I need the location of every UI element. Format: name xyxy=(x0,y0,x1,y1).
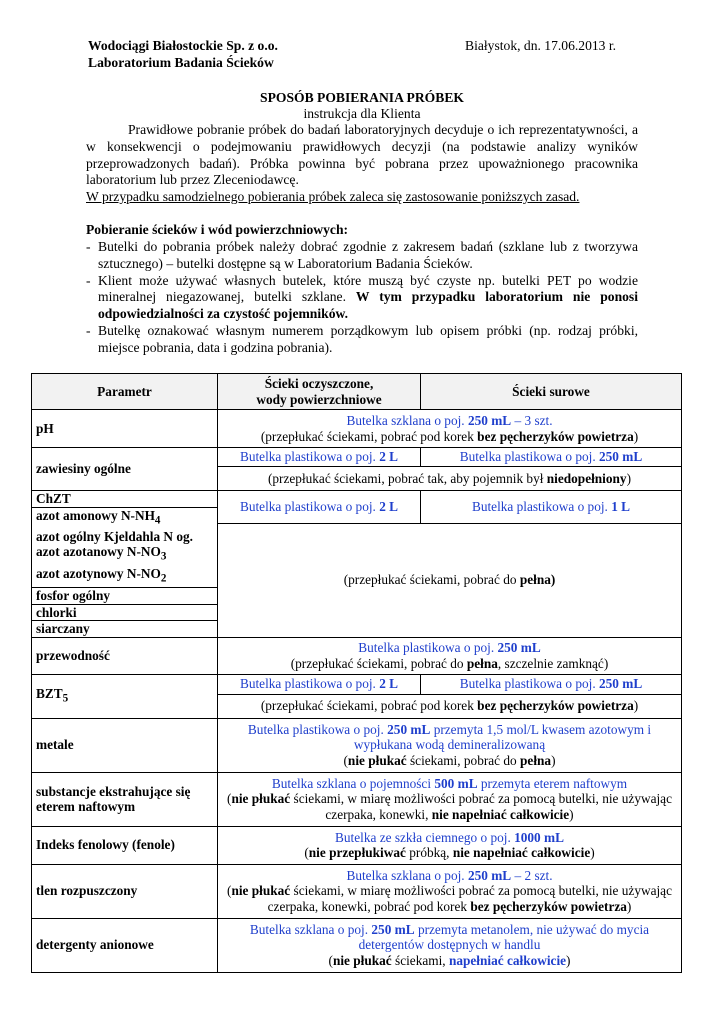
table-row xyxy=(32,674,682,694)
param-azot-group: azot amonowy $N-NH_4$ azot ogólny Kjeldahla N og. azot azotanowy $N-NO_3$ azot azotynowy $N-NO_2$ xyxy=(32,507,218,587)
intro-underlined-note: W przypadku samodzielnego pobierania próbek zaleca się zastosowanie poniższych zasad. xyxy=(86,189,580,205)
bullet-dash: - xyxy=(86,239,91,254)
sampling-table xyxy=(31,373,682,973)
przewodnosc-instructions: Butelka plastikowa o poj. 250 mL (przepłukać ściekami, pobrać do pełna, szczelnie zamknąć) xyxy=(218,637,682,674)
section-title: Pobieranie ścieków i wód powierzchniowych: xyxy=(86,222,349,237)
tlen-instructions: Butelka szklana o poj. 250 mL – 2 szt. (nie płukać ściekami, w miarę możliwości pobrać za pomocą butelki, nie używając czerpaka, konewki, pobrać pod korek bez pęcherzyków powietrza) xyxy=(218,864,682,918)
group-instructions: (przepłukać ściekami, pobrać do pełna) xyxy=(218,523,682,637)
param-substancje: substancje ekstrahujące się eterem naftowym xyxy=(32,772,218,826)
header-parameter: Parametr xyxy=(32,374,218,410)
document-title: SPOSÓB POBIERANIA PRÓBEK xyxy=(260,90,464,105)
param-metale: metale xyxy=(32,718,218,772)
param-chlorki: chlorki xyxy=(32,604,218,621)
bullet-dash: - xyxy=(86,272,91,288)
ph-instructions: Butelka szklana o poj. 250 mL – 3 szt. (przepłukać ściekami, pobrać pod korek bez pęcherzyków powietrza) xyxy=(218,410,682,448)
bzt-treated-bottle: Butelka plastikowa o poj. 2 L xyxy=(218,674,421,694)
param-fosfor: fosfor ogólny xyxy=(32,587,218,604)
param-ph: pH xyxy=(32,410,218,448)
zawiesiny-raw-bottle: Butelka plastikowa o poj. 250 mL xyxy=(421,448,682,467)
fenole-instructions: Butelka ze szkła ciemnego o poj. 1000 mL (nie przepłukiwać próbką, nie napełniać całkowicie) xyxy=(218,826,682,864)
param-bzt5: $BZT_5$ xyxy=(32,674,218,718)
param-tlen: tlen rozpuszczony xyxy=(32,864,218,918)
intro-paragraph: Prawidłowe pobranie próbek do badań laboratoryjnych decyduje o ich reprezentatywności, a w konsekwencji o podejmowaniu prawidłowych decyzji (na podstawie analizy wyników przeprowadzonych badań). Próbka powinna być pobrana przez upoważnionego pracownika laboratorium lub przez Zleceniodawcę. xyxy=(86,122,638,188)
table-row xyxy=(32,826,682,864)
metale-instructions: Butelka plastikowa o poj. 250 mL przemyta 1,5 mol/L kwasem azotowym i wypłukana wodą demineralizowaną (nie płukać ściekami, pobrać do pełna) xyxy=(218,718,682,772)
bullet-dash: - xyxy=(86,322,91,338)
param-chzt: ChZT xyxy=(32,491,218,508)
detergenty-instructions: Butelka szklana o poj. 250 mL przemyta metanolem, nie używać do mycia detergentów dostępnych w handlu (nie płukać ściekami, napełniać całkowicie) xyxy=(218,918,682,972)
header-treated: Ścieki oczyszczone, wody powierzchniowe xyxy=(218,374,421,410)
param-detergenty: detergenty anionowe xyxy=(32,918,218,972)
document-subtitle: instrukcja dla Klienta xyxy=(303,106,421,121)
param-fenole: Indeks fenolowy (fenole) xyxy=(32,826,218,864)
param-przewodnosc: przewodność xyxy=(32,637,218,674)
table-row xyxy=(32,410,682,448)
param-siarczany: siarczany xyxy=(32,621,218,638)
table-row xyxy=(32,718,682,772)
header-raw: Ścieki surowe xyxy=(421,374,682,410)
table-row xyxy=(32,637,682,674)
company-name: Wodociągi Białostockie Sp. z o.o. xyxy=(88,38,278,53)
group-raw-bottle: Butelka plastikowa o poj. 1 L xyxy=(421,491,682,524)
department-name: Laboratorium Badania Ścieków xyxy=(88,55,274,70)
zawiesiny-instructions: (przepłukać ściekami, pobrać tak, aby pojemnik był niedopełniony) xyxy=(218,467,682,491)
instruction-list xyxy=(86,239,638,357)
place-date: Białystok, dn. 17.06.2013 r. xyxy=(465,38,617,53)
organization-block xyxy=(88,38,278,72)
table-row xyxy=(32,918,682,972)
zawiesiny-treated-bottle: Butelka plastikowa o poj. 2 L xyxy=(218,448,421,467)
param-zawiesiny: zawiesiny ogólne xyxy=(32,448,218,491)
table-row xyxy=(32,772,682,826)
table-row xyxy=(32,491,682,508)
group-treated-bottle: Butelka plastikowa o poj. 2 L xyxy=(218,491,421,524)
table-row xyxy=(32,448,682,467)
table-row xyxy=(32,864,682,918)
bzt-raw-bottle: Butelka plastikowa o poj. 250 mL xyxy=(421,674,682,694)
table-header-row xyxy=(32,374,682,410)
list-item: - Butelki do pobrania próbek należy dobrać zgodnie z zakresem badań (szklane lub z tworzywa sztucznego) – butelki dostępne są w Laboratorium Badania Ścieków. xyxy=(86,239,638,271)
list-item: - Butelkę oznakować własnym numerem porządkowym lub opisem próbki (np. rodzaj próbki, miejsce pobrania, data i godzina pobrania). xyxy=(86,322,638,355)
list-item: - Klient może używać własnych butelek, które muszą być czyste np. butelki PET po wodzie mineralnej niegazowanej, butelki szklane. W tym przypadku laboratorium nie ponosi odpowiedzialności za czystość pojemników. xyxy=(86,272,638,322)
substancje-instructions: Butelka szklana o pojemności 500 mL przemyta eterem naftowym (nie płukać ściekami, w miarę możliwości pobrać za pomocą butelki, nie używając czerpaka, konewki, nie napełniać całkowicie) xyxy=(218,772,682,826)
intro-text xyxy=(86,122,638,206)
bzt-instructions: (przepłukać ściekami, pobrać pod korek bez pęcherzyków powietrza) xyxy=(218,694,682,718)
